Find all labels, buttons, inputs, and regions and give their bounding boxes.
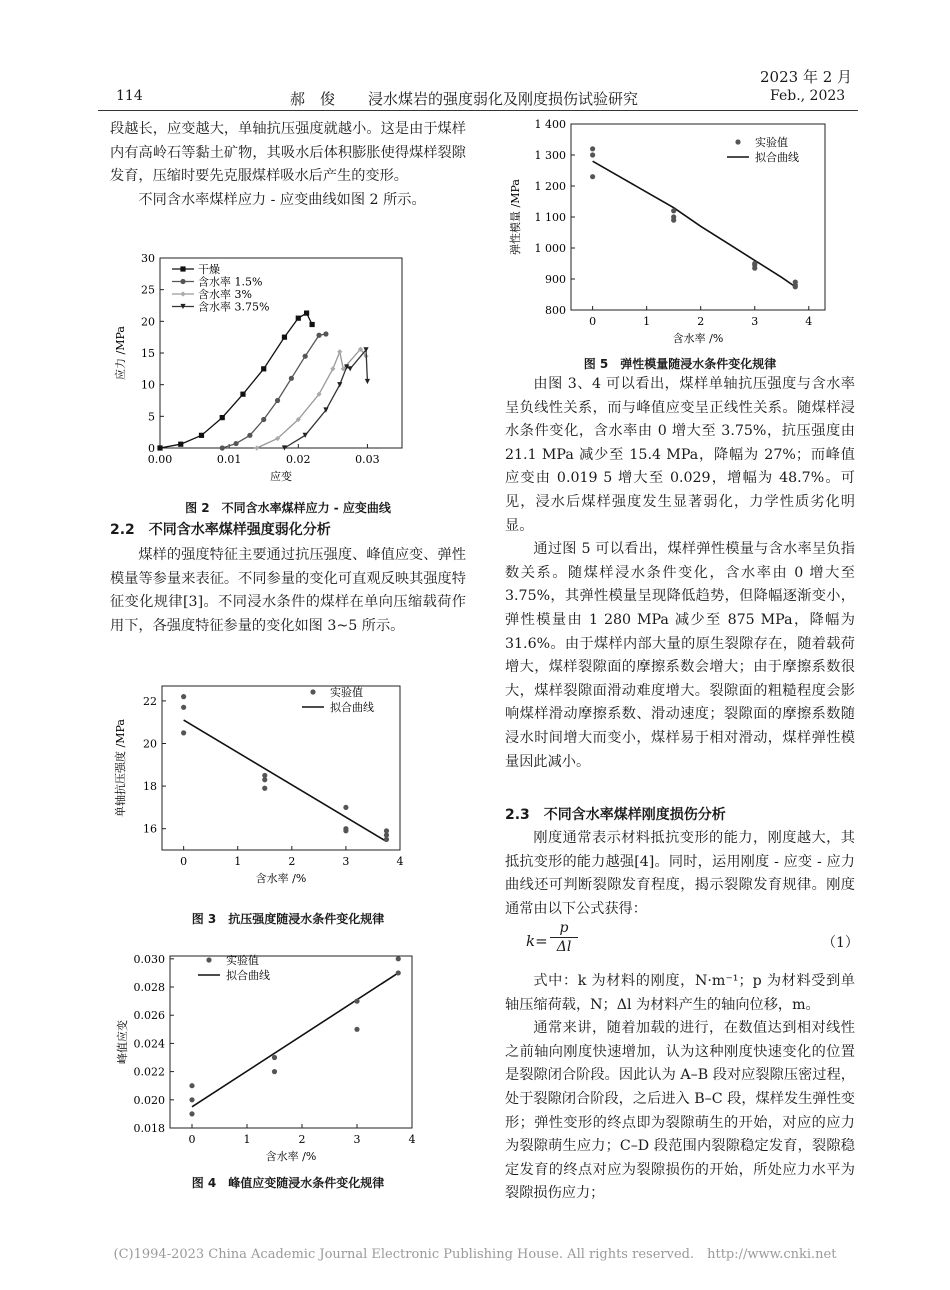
figure-5-elastic-modulus-chart [505, 114, 835, 346]
data-point [304, 311, 309, 316]
x-tick-label: 0 [180, 855, 188, 868]
data-point [189, 1083, 194, 1088]
legend-marker [206, 957, 211, 962]
data-point [590, 152, 595, 157]
data-point [157, 445, 162, 450]
x-tick-label: 0.01 [216, 453, 242, 466]
equation-number: （1） [822, 935, 859, 951]
legend-entry: 实验值 [755, 136, 788, 149]
data-point [189, 1097, 194, 1102]
y-axis-label: 应力 /MPa [114, 326, 127, 380]
issue-date-cn: 2023 年 2 月 [760, 68, 853, 86]
running-author: 郝 俊 [290, 90, 336, 108]
legend-entry: 含水率 1.5% [198, 275, 263, 289]
fit-curve [184, 720, 387, 841]
data-point [254, 445, 259, 450]
legend-marker [310, 689, 315, 694]
data-point [337, 349, 342, 354]
section-2-3-text [505, 827, 855, 921]
data-point [261, 417, 266, 422]
x-tick-label: 3 [353, 1133, 361, 1146]
y-tick-label: 1 400 [534, 118, 566, 131]
y-tick-label: 0.020 [133, 1093, 165, 1107]
y-tick-label: 0.018 [133, 1122, 165, 1135]
y-tick-label: 18 [143, 780, 157, 794]
data-point [262, 777, 267, 782]
section-2-3-title: 2.3 不同含水率煤样刚度损伤分析 [505, 807, 726, 823]
equation-fraction [550, 920, 578, 957]
data-point [384, 837, 389, 842]
x-axis-label: 含水率 /% [255, 872, 307, 885]
legend-entry: 含水率 3.75% [198, 300, 270, 314]
paragraph: 由图 3、4 可以看出，煤样单轴抗压强度与含水率呈负线性关系，而与峰值应变呈正线性关系。随煤样浸水条件变化，含水率由 0 增大至 3.75%，抗压强度由 21.1 MPa 减少至 15.4 MPa，降幅为 27%；而峰值应变由 0.019 5 增大至 0.029，增幅为 48.7%。可见，浸水后煤样强度发生显著弱化，力学性质劣化明显。 [505, 376, 855, 534]
x-axis-label: 含水率 /% [672, 332, 724, 345]
right-text-2 [505, 970, 855, 1206]
data-point [178, 442, 183, 447]
x-tick-label: 1 [234, 855, 242, 868]
data-point [396, 970, 401, 975]
x-axis-label: 应变 [270, 470, 292, 483]
page-number: 114 [116, 88, 143, 104]
fit-curve [593, 161, 796, 287]
legend-marker [180, 279, 185, 284]
data-point [262, 786, 267, 791]
fit-curve [192, 973, 398, 1107]
data-point [323, 331, 328, 336]
y-tick-label: 0.022 [133, 1065, 165, 1079]
x-tick-label: 2 [288, 855, 296, 868]
data-point [793, 284, 798, 289]
series-line [257, 349, 366, 448]
series-line [284, 350, 367, 448]
data-point [220, 445, 225, 450]
data-point [316, 333, 321, 338]
x-tick-label: 0.03 [355, 453, 380, 466]
data-point [247, 433, 252, 438]
equation-denominator: Δl [556, 939, 572, 955]
data-point [343, 805, 348, 810]
issue-date-en: Feb., 2023 [770, 88, 846, 104]
legend-entry: 实验值 [226, 954, 259, 967]
figure-3-compressive-strength-chart [110, 678, 410, 885]
copyright-footer: (C)1994-2023 China Academic Journal Electronic Publishing House. All rights reserved. http://www.cnki.net [113, 1247, 837, 1262]
x-tick-label: 0 [589, 315, 597, 328]
data-point [348, 366, 353, 371]
running-title: 浸水煤岩的强度弱化及刚度损伤试验研究 [368, 90, 639, 108]
y-axis-label: 弹性模量 /MPa [509, 179, 522, 255]
data-point [199, 433, 204, 438]
section-2-2-text [110, 544, 466, 638]
x-tick-label: 3 [751, 315, 759, 328]
paragraph: 煤样的强度特征主要通过抗压强度、峰值应变、弹性模量等参量来表征。不同参量的变化可直观反映其强度特征变化规律[3]。不同浸水条件的煤样在单向压缩载荷作用下，各强度特征参量的变化如图 3~5 所示。 [110, 547, 466, 634]
y-tick-label: 22 [143, 694, 157, 708]
legend-entry: 拟合曲线 [226, 969, 270, 982]
paragraph: 式中：k 为材料的刚度，N·m⁻¹；p 为材料受到单轴压缩荷载，N；Δl 为材料产生的轴向位移，m。 [505, 973, 855, 1013]
data-point [289, 376, 294, 381]
y-tick-label: 800 [545, 304, 566, 317]
legend-entry: 含水率 3% [198, 288, 252, 301]
y-tick-label: 15 [141, 347, 155, 360]
x-tick-label: 1 [643, 315, 651, 328]
data-point [220, 415, 225, 420]
y-axis-label: 峰值应变 [116, 1020, 129, 1064]
data-point [181, 694, 186, 699]
data-point [303, 354, 308, 359]
x-tick-label: 3 [342, 855, 350, 868]
data-point [330, 366, 335, 371]
data-point [343, 828, 348, 833]
data-point [671, 218, 676, 223]
data-point [181, 730, 186, 735]
data-point [365, 379, 370, 384]
figure-4-peak-strain-chart [110, 948, 420, 1163]
legend-marker [180, 291, 185, 296]
equation-lhs: k= [526, 932, 548, 950]
paragraph: 刚度通常表示材料抵抗变形的能力，刚度越大，其抵抗变形的能力越强[4]。同时，运用刚度 - 应变 - 应力曲线还可判断裂隙发育程度，揭示裂隙发育规律。刚度通常由以下公式获得： [505, 830, 855, 917]
data-point [296, 316, 301, 321]
paragraph: 不同含水率煤样应力 - 应变曲线如图 2 所示。 [138, 191, 426, 208]
x-tick-label: 0.00 [147, 453, 173, 466]
data-point [233, 441, 238, 446]
y-axis-label: 单轴抗压强度 /MPa [114, 719, 127, 817]
x-tick-label: 4 [408, 1133, 416, 1146]
y-tick-label: 0.028 [133, 981, 165, 995]
data-point [272, 1069, 277, 1074]
series-line [222, 334, 326, 448]
y-tick-label: 20 [141, 315, 155, 329]
data-point [337, 382, 342, 387]
legend-entry: 拟合曲线 [330, 701, 374, 714]
data-point [671, 208, 676, 213]
data-point [189, 1111, 194, 1116]
x-tick-label: 0.02 [286, 453, 311, 466]
data-point [240, 392, 245, 397]
legend-entry: 干燥 [198, 263, 220, 276]
paragraph: 段越长，应变越大，单轴抗压强度就越小。这是由于煤样内有高岭石等黏土矿物，其吸水后体积膨胀使得煤样裂隙发育，压缩时要先克服煤样吸水后产生的变形。 [110, 121, 466, 185]
left-top-text [110, 118, 466, 212]
data-point [354, 1027, 359, 1032]
legend-entry: 实验值 [330, 686, 363, 699]
y-tick-label: 1 300 [534, 149, 566, 162]
section-2-2-title: 2.2 不同含水率煤样强度弱化分析 [110, 522, 331, 538]
y-tick-label: 0.030 [133, 952, 165, 966]
paragraph: 通过图 5 可以看出，煤样弹性模量与含水率呈负指数关系。随煤样浸水条件变化，含水率由 0 增大至 3.75%，其弹性模量呈现降低趋势，但降幅逐渐变小，弹性模量由 1 280 MPa 减少至 875 MPa，降幅为 31.6%。由于煤样内部大量的原生裂隙存在，随着载荷增大，煤样裂隙面的摩擦系数会增大；由于摩擦系数很大，煤样裂隙面滑动难度增大。裂隙面的粗糙程度会影响煤样滑动摩擦系数、滑动速度；裂隙面的摩擦系数随浸水时间增大而变小，煤样易于相对滑动，煤样弹性模量因此减小。 [505, 541, 855, 770]
data-point [310, 322, 315, 327]
data-point [396, 956, 401, 961]
equation-1 [526, 932, 548, 950]
y-tick-label: 16 [143, 822, 157, 836]
y-tick-label: 5 [148, 410, 155, 424]
data-point [752, 266, 757, 271]
figure-2-stress-strain-chart [110, 250, 410, 498]
x-tick-label: 1 [243, 1133, 251, 1146]
x-tick-label: 2 [298, 1133, 306, 1146]
y-tick-label: 900 [545, 273, 566, 286]
y-tick-label: 30 [141, 252, 155, 265]
legend-marker [180, 266, 185, 271]
figure-2-caption: 图 2 不同含水率煤样应力 - 应变曲线 [185, 501, 391, 515]
data-point [181, 705, 186, 710]
y-tick-label: 1 100 [534, 211, 566, 224]
x-tick-label: 4 [805, 315, 813, 328]
header-rule [98, 110, 858, 111]
data-point [282, 335, 287, 340]
data-point [272, 1055, 277, 1060]
y-tick-label: 0 [148, 442, 155, 455]
figure-4-caption: 图 4 峰值应变随浸水条件变化规律 [191, 1176, 385, 1190]
paragraph: 通常来讲，随着加载的进行，在数值达到相对线性之前轴向刚度快速增加，认为这种刚度快速变化的位置是裂隙闭合阶段。因此认为 A–B 段对应裂隙压密过程，处于裂隙闭合阶段，之后进入 B–C 段，煤样发生弹性变形；弹性变形的终点即为裂隙萌生的开始，对应的应力为裂隙萌生应力；C–D 段范围内裂隙稳定发育，裂隙稳定发育的终点对应为裂隙损伤的开始，所处应力水平为裂隙损伤应力； [505, 1020, 855, 1202]
legend-entry: 拟合曲线 [755, 151, 799, 164]
x-tick-label: 0 [188, 1133, 196, 1146]
data-point [261, 366, 266, 371]
x-axis-label: 含水率 /% [265, 1150, 317, 1163]
y-tick-label: 0.026 [133, 1009, 165, 1023]
data-point [590, 146, 595, 151]
legend-marker [735, 139, 740, 144]
x-tick-label: 4 [396, 855, 404, 868]
y-tick-label: 1 000 [534, 242, 566, 255]
y-tick-label: 20 [143, 737, 157, 751]
right-text-1 [505, 373, 855, 774]
x-tick-label: 2 [697, 315, 705, 328]
y-tick-label: 10 [141, 378, 155, 392]
data-point [354, 999, 359, 1004]
y-tick-label: 25 [141, 283, 155, 297]
figure-3-caption: 图 3 抗压强度随浸水条件变化规律 [191, 912, 385, 926]
y-tick-label: 0.024 [133, 1037, 165, 1051]
data-point [275, 398, 280, 403]
data-point [590, 174, 595, 179]
figure-5-caption: 图 5 弹性模量随浸水条件变化规律 [583, 357, 777, 371]
y-tick-label: 1 200 [534, 180, 566, 193]
equation-numerator: p [559, 920, 569, 936]
